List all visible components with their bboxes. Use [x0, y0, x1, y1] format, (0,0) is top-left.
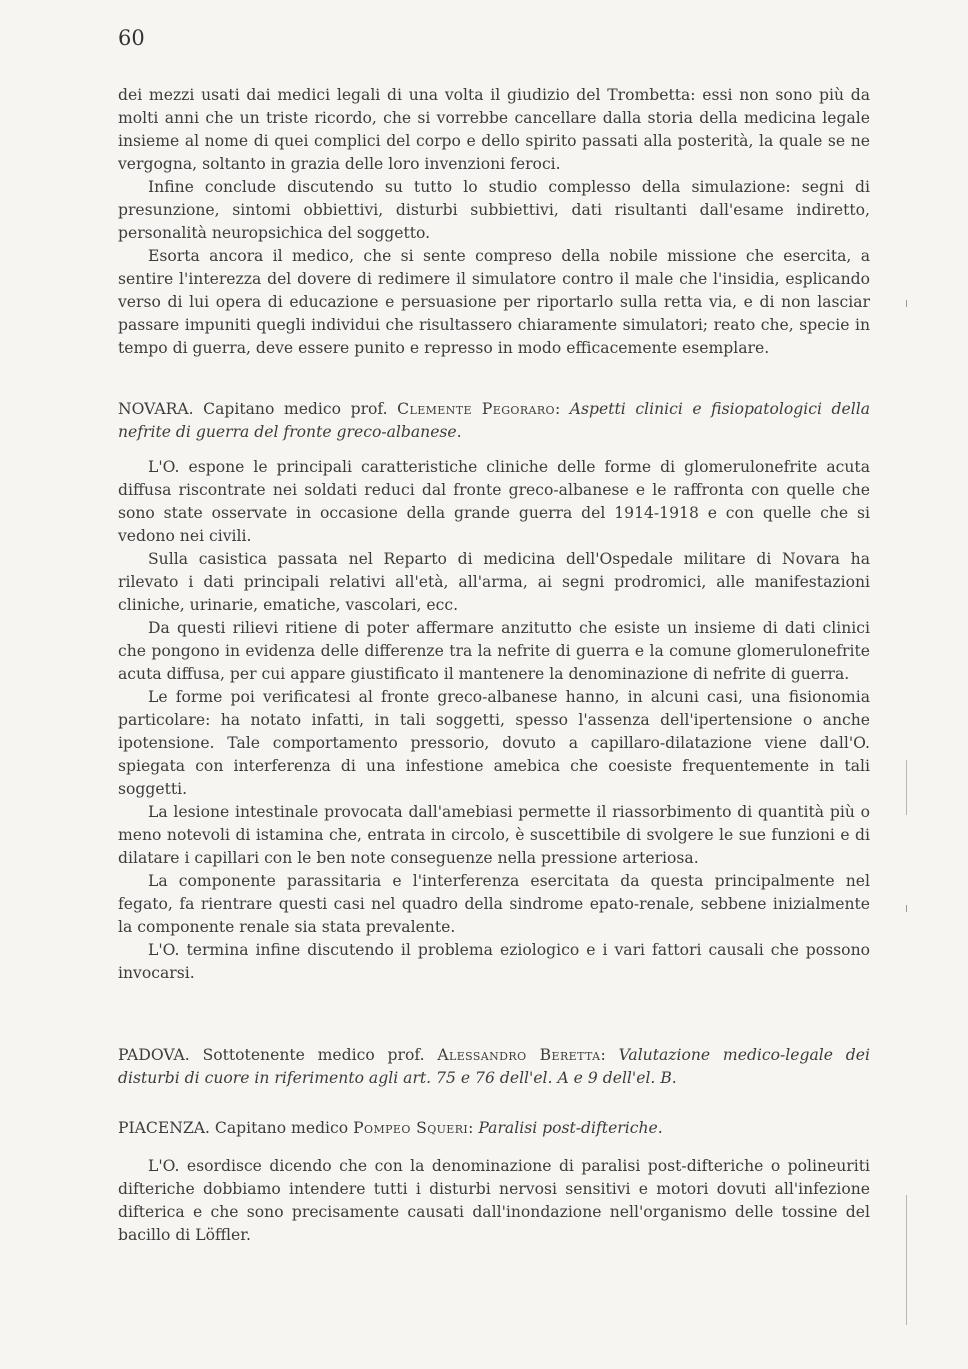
novara-paragraph-5: La lesione intestinale provocata dall'amebiasi permette il riassorbimento di quantità più o meno notevoli di istamina che, entrata in circolo, è suscettibile di svolgere le sue funzioni e di dilatare i capillari con le ben note conseguenze nella pressione arteriosa.	[118, 803, 870, 867]
margin-tick-artifact	[906, 905, 907, 912]
margin-tick-artifact	[906, 300, 907, 307]
novara-city: NOVARA.	[118, 400, 194, 418]
novara-paragraph-4: Le forme poi verificatesi al fronte greco-albanese hanno, in alcuni casi, una fisionomia particolare: ha notato infatti, in tali soggetti, spesso l'assenza dell'ipertensione o anche ipotensione. Tale comportamento pressorio, dovuto a capillaro-dilatazione viene dall'O. spiegata con interferenza di una infestione amebica che coesiste frequentemente in tali soggetti.	[118, 688, 870, 798]
piacenza-title: Paralisi post-difteriche.	[478, 1119, 663, 1137]
piacenza-role: Capitano medico	[214, 1119, 349, 1137]
novara-paragraph-6: La componente parassitaria e l'interferenza esercitata da questa principalmente nel fegato, fa rientrare questi casi nel quadro della sindrome epato-renale, sebbene inizialmente la componente renale sia stata prevalente.	[118, 872, 870, 936]
piacenza-heading: PIACENZA. Capitano medico Pompeo Squeri: Paralisi post-difteriche.	[118, 1119, 663, 1137]
novara-paragraph-3: Da questi rilievi ritiene di poter affermare anzitutto che esiste un insieme di dati clinici che pongono in evidenza delle differenze tra la nefrite di guerra e la comune glomerulonefrite acuta diffusa, per cui appare giustificato il mantenere la denominazione di nefrite di guerra.	[118, 619, 870, 683]
novara-title: Aspetti clinici e fisiopatologici della nefrite di guerra del fronte greco-albanese.	[118, 400, 870, 441]
piacenza-entry	[118, 1117, 870, 1140]
novara-body	[118, 456, 870, 985]
intro-section	[118, 84, 870, 360]
margin-line-artifact	[906, 1195, 907, 1325]
novara-heading: NOVARA. Capitano medico prof. Clemente Pegoraro: Aspetti clinici e fisiopatologici della nefrite di guerra del fronte greco-albanese.	[118, 400, 870, 441]
piacenza-city: PIACENZA.	[118, 1119, 210, 1137]
novara-author: Clemente Pegoraro	[397, 400, 555, 418]
intro-paragraph-3: Esorta ancora il medico, che si sente compreso della nobile missione che esercita, a sentire l'interezza del dovere di redimere il simulatore contro il male che l'insidia, esplicando verso di lui opera di educazione e persuasione per riportarlo sulla retta via, e di non lasciar passare impuniti quegli individui che risultassero chiaramente simulatori; reato che, specie in tempo di guerra, deve essere punito e represso in modo efficacemente esemplare.	[118, 247, 870, 357]
piacenza-author: Pompeo Squeri	[353, 1119, 469, 1137]
novara-paragraph-7: L'O. termina infine discutendo il problema eziologico e i vari fattori causali che possono invocarsi.	[118, 941, 870, 982]
margin-line-artifact	[906, 760, 907, 815]
padova-heading: PADOVA. Sottotenente medico prof. Alessandro Beretta: Valutazione medico-legale dei disturbi di cuore in riferimento agli art. 75 e 76 dell'el. A e 9 dell'el. B.	[118, 1046, 870, 1087]
padova-role: Sottotenente medico prof.	[202, 1046, 425, 1064]
piacenza-paragraph-1: L'O. esordisce dicendo che con la denominazione di paralisi post-difteriche o polineuriti difteriche dobbiamo intendere tutti i disturbi nervosi sensitivi e motori dovuti all'infezione difterica e che sono precisamente causati dall'inondazione nell'organismo delle tossine del bacillo di Löffler.	[118, 1157, 870, 1244]
novara-paragraph-1: L'O. espone le principali caratteristiche cliniche delle forme di glomerulonefrite acuta diffusa riscontrate nei soldati reduci dal fronte greco-albanese e le raffronta con quelle che sono state osservate in occasione della grande guerra del 1914-1918 e con quelle che si vedono nei civili.	[118, 458, 870, 545]
novara-entry	[118, 398, 870, 444]
novara-role: Capitano medico prof.	[203, 400, 388, 418]
padova-entry	[118, 1044, 870, 1090]
intro-paragraph-1: dei mezzi usati dai medici legali di una volta il giudizio del Trombetta: essi non sono più da molti anni che un triste ricordo, che si vorrebbe cancellare dalla storia della medicina legale insieme al nome di quei complici del corpo e dello spirito passati alla posterità, la quale se ne vergogna, soltanto in grazia delle loro invenzioni feroci.	[118, 86, 870, 173]
novara-paragraph-2: Sulla casistica passata nel Reparto di medicina dell'Ospedale militare di Novara ha rilevato i dati principali relativi all'età, all'arma, ai segni prodromici, alle manifestazioni cliniche, urinarie, ematiche, vascolari, ecc.	[118, 550, 870, 614]
padova-city: PADOVA.	[118, 1046, 190, 1064]
piacenza-body	[118, 1155, 870, 1247]
page-number: 60	[118, 26, 145, 50]
padova-author: Alessandro Beretta	[437, 1046, 601, 1064]
intro-paragraph-2: Infine conclude discutendo su tutto lo studio complesso della simulazione: segni di presunzione, sintomi obbiettivi, disturbi subbiettivi, dati risultanti dall'esame indiretto, personalità neuropsichica del soggetto.	[118, 178, 870, 242]
padova-title: Valutazione medico-legale dei disturbi di cuore in riferimento agli art. 75 e 76 dell'el. A e 9 dell'el. B.	[118, 1046, 870, 1087]
